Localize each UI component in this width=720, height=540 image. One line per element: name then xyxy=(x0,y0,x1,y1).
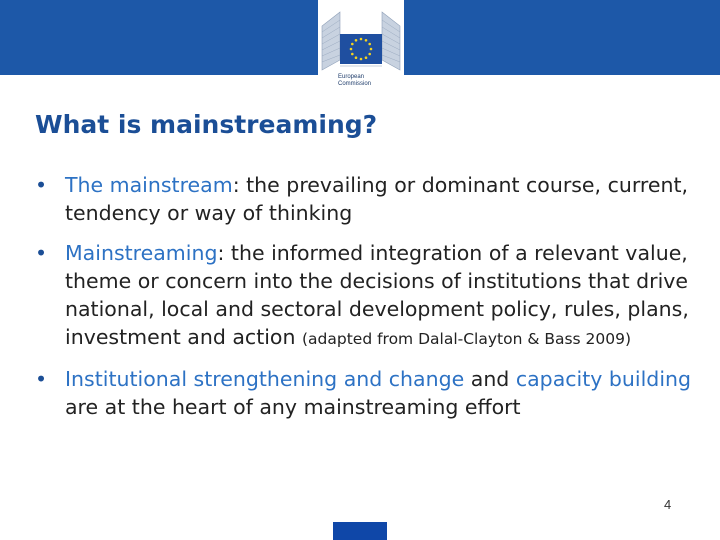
citation: (adapted from Dalal-Clayton & Bass 2009) xyxy=(301,330,632,348)
bullet-text: are at the heart of any mainstreaming effort xyxy=(65,395,521,419)
bullet-list xyxy=(35,171,705,433)
logo-line-1: European xyxy=(338,74,365,80)
highlight-term: The mainstream xyxy=(65,173,233,197)
eu-flag-bar xyxy=(333,522,387,540)
bullet-item xyxy=(35,365,705,421)
logo-line-2: Commission xyxy=(338,81,372,87)
bullet-dot-icon: • xyxy=(35,241,48,265)
logo-wordmark xyxy=(338,74,371,88)
bullet-item xyxy=(35,171,705,227)
bullet-text: : the prevailing or dominant course, current, tendency or way of thinking xyxy=(65,173,689,225)
highlight-term: capacity building xyxy=(515,367,692,391)
highlight-term: Mainstreaming xyxy=(65,241,218,265)
bullet-dot-icon: • xyxy=(35,367,48,391)
page-number: 4 xyxy=(664,497,672,512)
highlight-term: Institutional strengthening and change xyxy=(65,367,465,391)
bullet-text: : the informed integration of a relevant value, theme or concern into the decisions of institutions that drive national, local and sectoral development policy, rules, plans, investment and action xyxy=(65,241,689,349)
slide-title: What is mainstreaming? xyxy=(35,110,378,139)
european-commission-logo xyxy=(318,0,404,100)
bullet-item xyxy=(35,239,705,353)
bullet-dot-icon: • xyxy=(35,173,48,197)
bullet-text: and xyxy=(464,367,516,391)
